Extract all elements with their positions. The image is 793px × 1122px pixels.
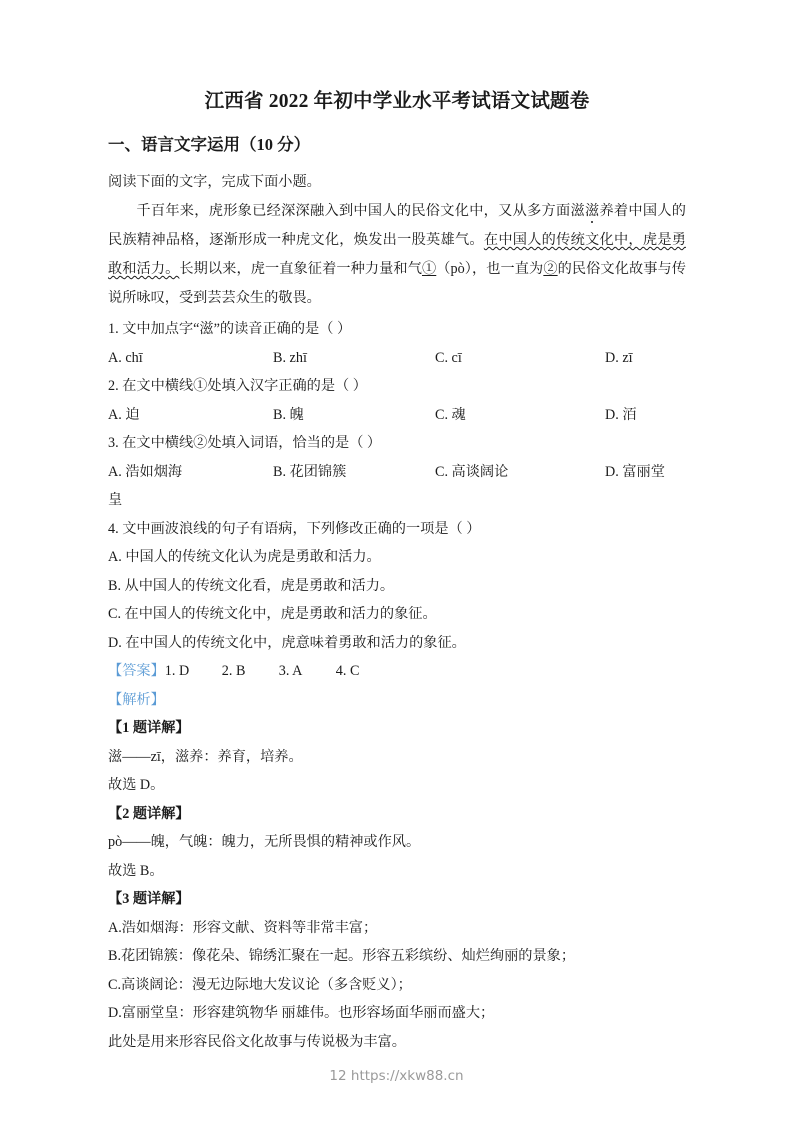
question-3-option-a[interactable]: A. 浩如烟海 [108,463,183,480]
question-2-option-c[interactable]: C. 魂 [435,406,466,423]
section-heading: 一、语言文字运用（10 分） [108,135,311,155]
question-1-option-d[interactable]: D. zī [605,349,633,366]
passage-line3-c: （pò），也一直为 [436,261,544,278]
question-1-option-c[interactable]: C. cī [435,349,462,366]
passage-line1-a: 千百年来，虎形象已经深深融入到中国人的民俗文化中，又从多方面滋 [136,203,585,220]
question-3 [108,429,686,515]
wavy-underline-segment-2: 和活力。 [122,261,180,278]
answer-item-2: 2. B [221,663,246,680]
question-4-option-b[interactable]: B. 从中国人的传统文化看，虎是勇敢和活力。 [108,577,395,594]
explanation-3-heading: 【3 题详解】 [108,891,190,908]
passage-line3-d: 的民俗文化故事与传 [557,261,686,278]
answer-label: 【答案】 [108,663,165,680]
passage-line3-b: 长期以来，虎一直象征着一种力量和气 [179,261,422,278]
question-2 [108,372,686,429]
explanation-2-line-1: pò——魄，气魄：魄力，无所畏惧的精神或作风。 [108,834,421,851]
explanation-1-line-2: 故选 D。 [108,777,165,794]
answer-block [108,657,686,714]
explanation-3-line-4: D.富丽堂皇：形容建筑物华 丽雄伟。也形容场面华丽而盛大； [108,1005,495,1022]
blank-marker-1: ① [421,261,437,278]
question-1-option-a[interactable]: A. chī [108,349,143,366]
question-1-options [108,344,686,373]
question-2-option-a[interactable]: A. 迫 [108,406,140,423]
question-4-option-a[interactable]: A. 中国人的传统文化认为虎是勇敢和活力。 [108,549,381,566]
question-3-option-d[interactable]: D. 富丽堂 [605,463,665,480]
question-3-options [108,458,686,487]
question-4-option-d[interactable]: D. 在中国人的传统文化中，虎意味着勇敢和活力的象征。 [108,634,466,651]
explanation-2 [108,800,686,886]
explanation-3-line-3: C.高谈阔论：漫无边际地大发议论（多含贬义）； [108,976,412,993]
wavy-underline-segment-1: 在中国人的传统文化中，虎是勇敢 [108,232,686,278]
page-footer: 12 https://xkw88.cn [329,1068,464,1084]
question-2-options [108,401,686,430]
question-2-option-d[interactable]: D. 洦 [605,406,637,423]
question-1 [108,315,686,372]
answer-row [108,657,686,686]
explanation-3-line-2: B.花团锦簇：像花朵、锦绣汇聚在一起。形容五彩缤纷、灿烂绚丽的景象； [108,948,576,965]
question-4 [108,515,686,658]
page-title: 江西省 2022 年初中学业水平考试语文试题卷 [204,91,590,112]
passage-line4: 说所咏叹，受到芸芸众生的敬畏。 [108,290,321,307]
answer-item-1: 1. D [164,663,190,680]
question-2-option-b[interactable]: B. 魄 [273,406,304,423]
answer-item-4: 4. C [335,663,360,680]
question-4-stem: 4. 文中画波浪线的句子有语病，下列修改正确的一项是（ ） [108,520,481,537]
question-3-option-d-wrap[interactable]: 皇 [108,492,123,509]
explanation-1-line-1: 滋——zī，滋养：养育，培养。 [108,748,303,765]
passage-line1-b: 养着中国人的民 [108,203,686,249]
analysis-label: 【解析】 [108,691,165,708]
answer-item-3: 3. A [278,663,303,680]
explanation-3-line-1: A.浩如烟海：形容文献、资料等非常丰富； [108,919,378,936]
question-3-stem: 3. 在文中横线②处填入词语，恰当的是（ ） [108,435,382,452]
blank-marker-2: ② [543,261,558,278]
reading-instruction: 阅读下面的文字，完成下面小题。 [108,174,321,191]
question-1-stem: 1. 文中加点字“滋”的读音正确的是（ ） [108,321,352,338]
question-3-option-b[interactable]: B. 花团锦簇 [273,463,347,480]
passage-paragraph [108,197,686,313]
passage-body [108,197,686,313]
explanation-3-line-5: 此处是用来形容民俗文化故事与传说极为丰富。 [108,1033,406,1050]
question-3-option-c[interactable]: C. 高谈阔论 [435,463,509,480]
explanation-2-line-2: 故选 B。 [108,862,164,879]
explanation-3 [108,885,686,1056]
document-content [108,88,686,1056]
question-1-option-b[interactable]: B. zhī [273,349,307,366]
explanation-1 [108,714,686,800]
passage-line2-a: 族精神品格，逐渐形成一种虎文化，焕发出一股英雄气。 [122,232,484,249]
question-2-stem: 2. 在文中横线①处填入汉字正确的是（ ） [108,378,367,395]
explanation-1-heading: 【1 题详解】 [108,720,190,737]
question-4-option-c[interactable]: C. 在中国人的传统文化中，虎是勇敢和活力的象征。 [108,606,437,623]
explanation-2-heading: 【2 题详解】 [108,805,190,822]
emphasis-char-zi: 滋 [584,203,600,220]
